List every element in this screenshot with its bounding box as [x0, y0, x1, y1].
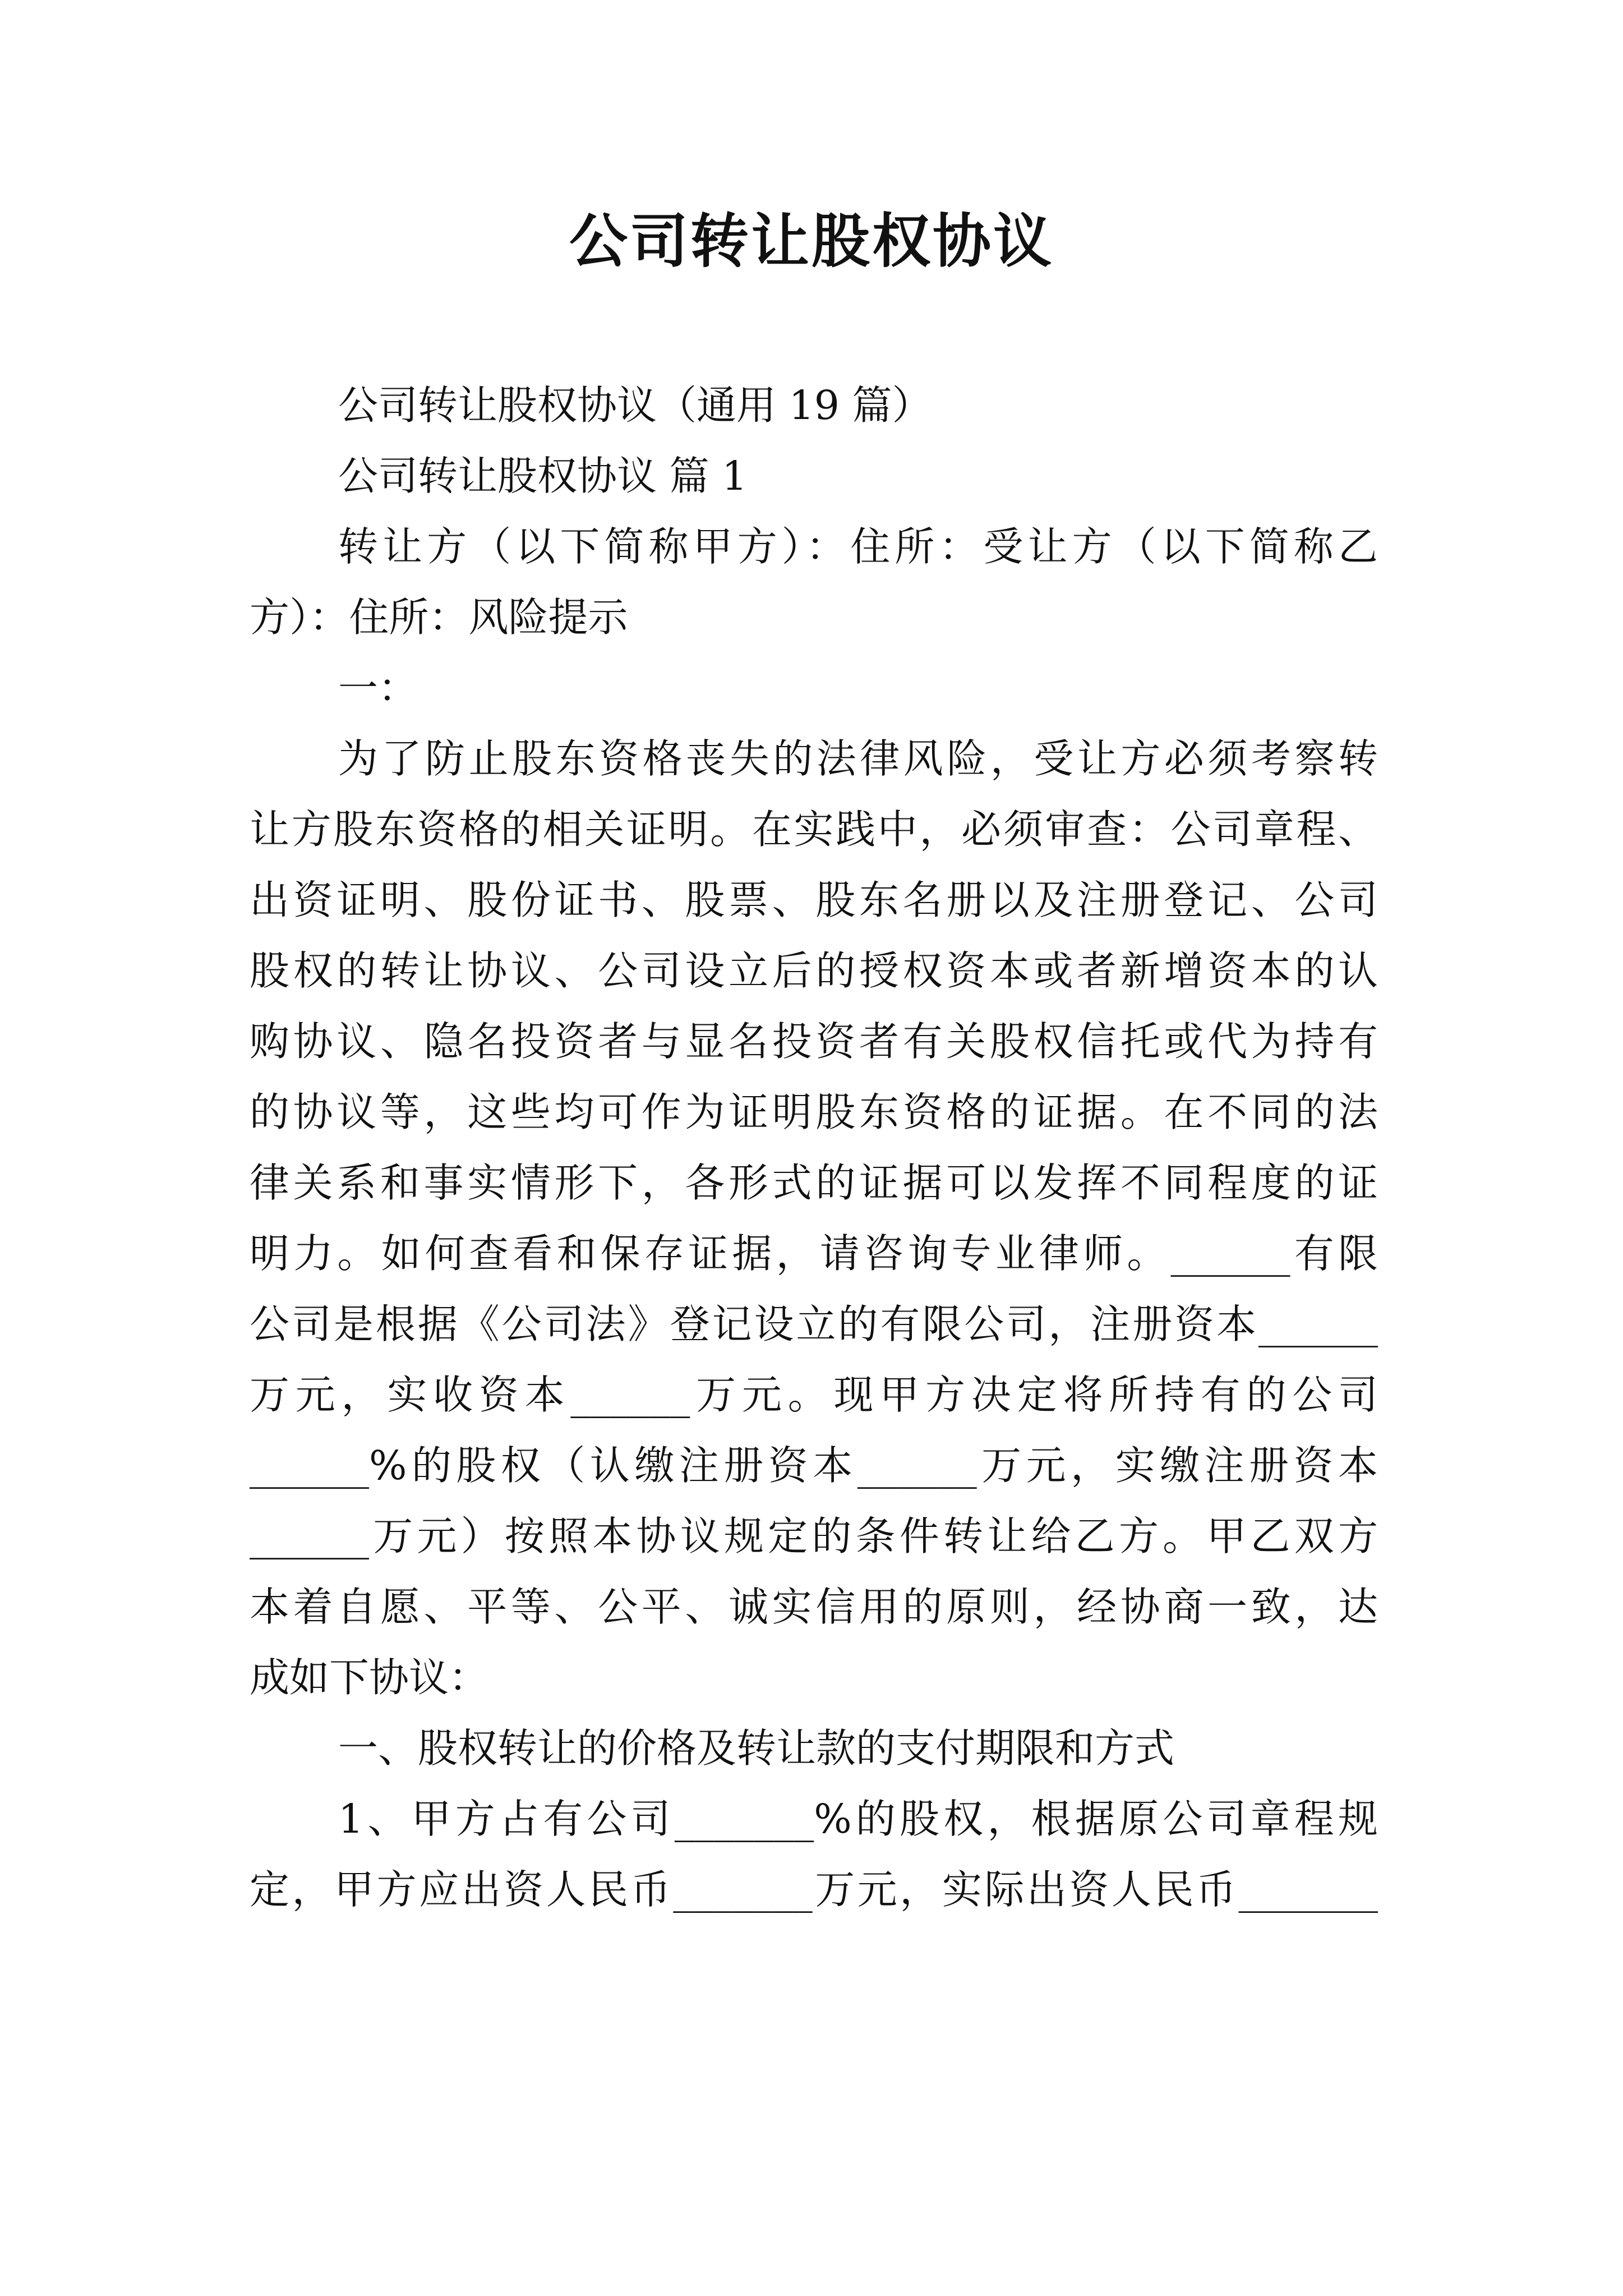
- text-line: 让方股东资格的相关证明。在实践中，必须审查：公司章程、: [250, 806, 1378, 853]
- text-line: 万元，实收资本______万元。现甲方决定将所持有的公司: [250, 1372, 1378, 1418]
- text-line: 一、股权转让的价格及转让款的支付期限和方式: [338, 1725, 1175, 1772]
- text-line: 律关系和事实情形下，各形式的证据可以发挥不同程度的证: [250, 1159, 1378, 1206]
- text-line: 公司转让股权协议（通用 19 篇）: [338, 382, 932, 429]
- text-line: ______%的股权（认缴注册资本______万元，实缴注册资本: [250, 1442, 1378, 1489]
- text-line: 方）：住所：风险提示: [250, 594, 628, 641]
- text-line: 公司是根据《公司法》登记设立的有限公司，注册资本______: [250, 1301, 1378, 1347]
- text-line: 一：: [338, 665, 418, 711]
- text-line: 出资证明、股份证书、股票、股东名册以及注册登记、公司: [250, 877, 1378, 923]
- text-line: 1、甲方占有公司_______%的股权，根据原公司章程规: [338, 1796, 1378, 1842]
- text-line: ______万元）按照本协议规定的条件转让给乙方。甲乙双方: [250, 1513, 1378, 1559]
- document-title: 公司转让股权协议: [569, 206, 1054, 275]
- text-line: 成如下协议：: [250, 1654, 489, 1701]
- text-line: 的协议等，这些均可作为证明股东资格的证据。在不同的法: [250, 1089, 1378, 1135]
- text-line: 转让方（以下简称甲方）：住所：受让方（以下简称乙: [338, 523, 1378, 570]
- text-line: 为了防止股东资格丧失的法律风险，受让方必须考察转: [338, 735, 1378, 782]
- text-line: 明力。如何查看和保存证据，请咨询专业律师。______有限: [250, 1230, 1378, 1277]
- text-line: 定，甲方应出资人民币_______万元，实际出资人民币_______: [250, 1866, 1378, 1913]
- text-line: 股权的转让协议、公司设立后的授权资本或者新增资本的认: [250, 947, 1378, 994]
- document-body: [250, 370, 1378, 1925]
- text-line: 购协议、隐名投资者与显名投资者有关股权信托或代为持有: [250, 1018, 1378, 1065]
- text-line: 公司转让股权协议 篇 1: [338, 453, 748, 499]
- text-line: 本着自愿、平等、公平、诚实信用的原则，经协商一致，达: [250, 1584, 1378, 1630]
